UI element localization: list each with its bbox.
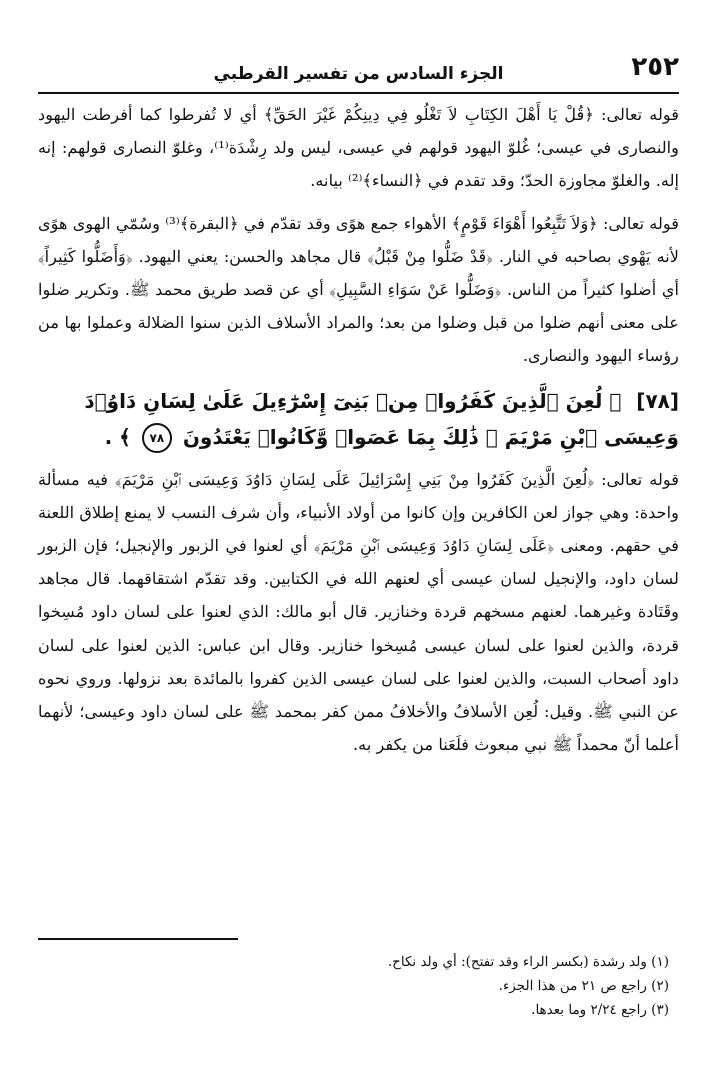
paragraph-verse-77-ahwa: قوله تعالى: ﴿وَلاَ تَتَّبِعُوا أَهْوَاءَ قَوْمٍ﴾ الأهواء جمع هوًى وقد تقدّم في ﴿البقرة﴾⁽³⁾ وسُمّي الهوى هوًى لأنه يَهْوي بصاحبه في النار. ﴿قَدْ ضَلُّوا مِنْ قَبْلُ﴾ قال مجاهد والحسن: يعني اليهود. ﴿وَأَضَلُّوا كَثِيراً﴾ أي أضلوا كثيراً من الناس. ﴿وَضَلُّوا عَنْ سَوَاءِ السَّبِيلِ﴾ أي عن قصد طريق محمد ﷺ. وتكرير ضلوا على معنى أنهم ضلوا من قبل وضلوا من بعد؛ والمراد الأسلاف الذين سنوا الضلالة وعملوا بها من رؤساء اليهود والنصارى.	[38, 213, 679, 366]
page-body	[38, 98, 679, 761]
paragraph-commentary-78: قوله تعالى: ﴿لُعِنَ الَّذِينَ كَفَرُوا مِنْ بَنِي إِسْرَائِيلَ عَلَى لِسَانِ دَاوُدَ وَعِيسَى ٱبْنِ مَرْيَمَ﴾ فيه مسألة واحدة: وهي جواز لعن الكافرين وإن كانوا من أولاد الأنبياء، وأن شرف النسب لا يمنع إطلاق اللعنة في حقهم. ومعنى ﴿عَلَى لِسَانِ دَاوُدَ وَعِيسَى ٱبْنِ مَرْيَمَ﴾ أي لعنوا في الزبور والإنجيل؛ فإن الزبور لسان داود، والإنجيل لسان عيسى أي لعنهم الله في الكتابين. وقد تقدّم اشتقاقهما. قال مجاهد وقَتَادة وغيرهما. لعنهم مسخهم قردة وخنازير. قال أبو مالك: الذي لعنوا على لسان داود مُسِخوا قردة، والذين لعنوا على لسان عيسى مُسِخوا خنازير. وقال ابن عباس: الذين لعنوا على لسان داود أصحاب السبت، والذين لعنوا على لسان عيسى الذين كفروا بالمائدة بعد نزولها. وروي نحوه عن النبي ﷺ. وقيل: لُعِن الأسلافُ والأخلافُ ممن كفر بمحمد ﷺ على لسان داود وعيسى؛ لأنهما أعلما أنّ محمداً ﷺ نبي مبعوث فلَعَنا من يكفر به.	[38, 469, 679, 755]
verse-text: ﴿ لُعِنَ ٱلَّذِينَ كَفَرُوا۟ مِنۢ بَنِىٓ إِسْرَٰٓءِيلَ عَلَىٰ لِسَانِ دَاوُۥدَ وَعِيسَى ٱبْنِ مَرْيَمَ ۚ ذَٰلِكَ بِمَا عَصَوا۟ وَّكَانُوا۟ يَعْتَدُونَ	[84, 388, 679, 449]
verse-number-label: [٧٨]	[636, 388, 679, 413]
running-title: الجزء السادس من تفسير القرطبي	[213, 64, 504, 84]
footnote-1: (١) ولد رشدة (بكسر الراء وقد تفتح): أي ولد نكاح.	[387, 954, 669, 970]
quran-verse-78	[38, 383, 679, 455]
footnote-3: (٣) راجع ٢/٢٤ وما بعدها.	[531, 1002, 669, 1018]
ayah-end-marker: ٧٨	[142, 423, 172, 453]
paragraph-verse-77-ghuluw: قوله تعالى: ﴿قُلْ يَا أَهْلَ الكِتَابِ لاَ تَغْلُو فِي دِينِكُمْ غَيْرَ الحَقِّ﴾ أي لا تُفرطوا كما أفرطت اليهود والنصارى في عيسى؛ غُلوّ اليهود قولهم في عيسى، ليس ولد رِشْدَة⁽¹⁾، وغلوّ النصارى قولهم: إنه إله. والغلوّ مجاوزة الحدّ؛ وقد تقدم في ﴿النساء﴾⁽²⁾ بيانه.	[38, 105, 679, 191]
page-header	[38, 52, 679, 94]
page-number: ٢٥٢	[631, 52, 679, 82]
verse-close-bracket: ﴾ .	[104, 424, 131, 449]
footnote-2: (٢) راجع ص ٢١ من هذا الجزء.	[498, 978, 669, 994]
footnotes	[38, 950, 679, 1022]
footnote-divider	[38, 938, 238, 940]
